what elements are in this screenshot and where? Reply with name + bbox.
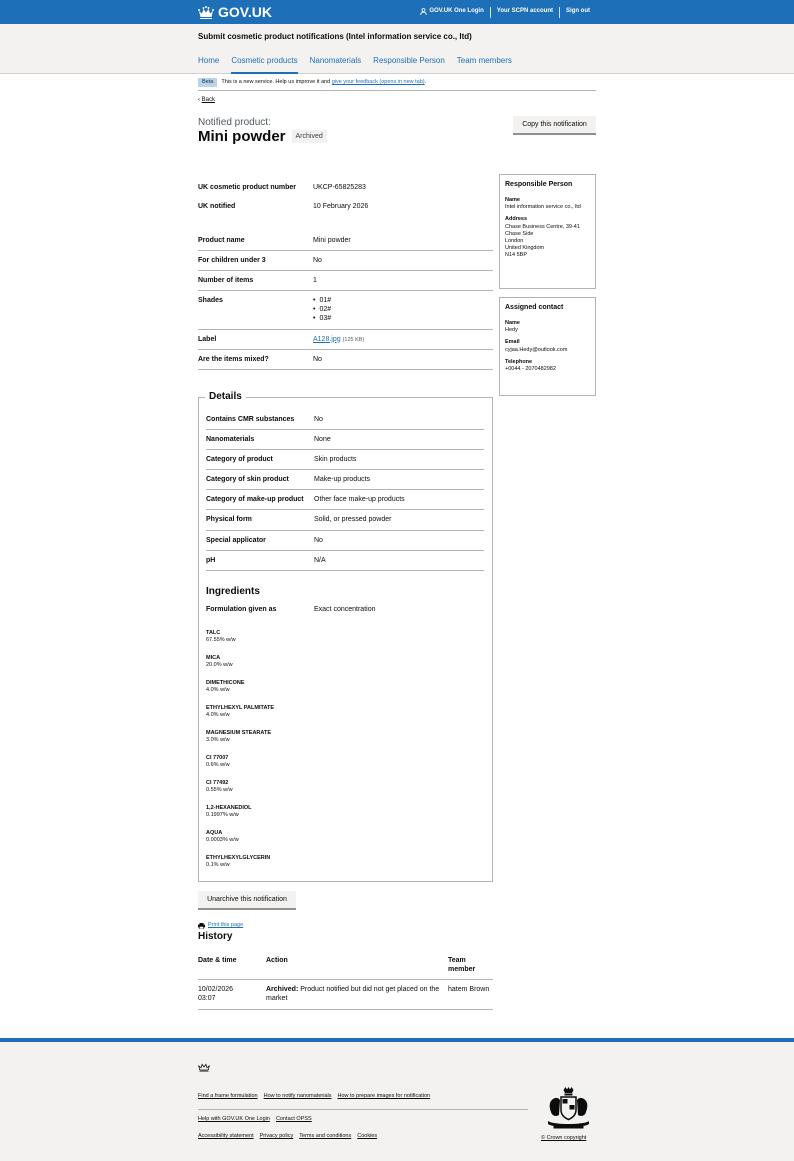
card-label: Telephone [505,358,533,365]
history-table [198,953,493,1010]
printer-icon [198,923,205,929]
logo-text: GOV.UK [218,3,272,20]
history-member: hatem Brown [448,980,493,1010]
ingredient-item [206,830,484,855]
ingredient-item [206,730,484,755]
page-title [198,127,327,147]
details-value: N/A [314,550,484,570]
formulation-row [206,605,375,614]
summary-value: 10 February 2026 [313,203,369,211]
summary-key: Are the items mixed? [198,349,313,369]
footer-link[interactable]: How to notify nanomaterials [263,1093,332,1099]
service-navigation [0,24,794,74]
card-value: cyjaa.Hedy@outlook.com [505,346,568,353]
summary-value: No [313,349,493,369]
footer-link[interactable]: Privacy policy [259,1133,294,1139]
footer-links-help [198,1116,312,1123]
details-key: Physical form [206,510,314,530]
nav-home[interactable]: Home [198,56,220,65]
ingredient-name: CI 77007 [206,755,229,761]
address-line: United Kingdom [505,244,545,251]
card-value: +0044 - 2070482982 [505,365,556,372]
summary-value: UKCP-65825283 [313,184,366,191]
sign-out-link[interactable]: Sign out [566,8,590,15]
details-key: Nanomaterials [206,430,314,450]
govuk-header [0,0,794,24]
label-file-link[interactable]: A128.jpg [313,335,341,343]
one-login-link[interactable]: GOV.UK One Login [414,8,489,16]
shades-list [313,291,493,329]
ingredient-concentration: 0.6% w/w [206,762,230,769]
product-summary [198,231,493,370]
card-value: Hedy [505,327,518,334]
govuk-logo[interactable] [198,3,272,21]
royal-coat-of-arms-icon [541,1086,596,1132]
ingredient-item [206,805,484,830]
summary-row [198,178,493,197]
details-row [206,450,484,470]
header-separator [490,7,491,18]
details-row [206,430,484,450]
nav-responsible-person[interactable]: Responsible Person [373,56,445,65]
summary-key: Product name [198,231,313,251]
nav-team-members[interactable]: Team members [456,56,512,65]
details-value: No [314,530,484,550]
page-caption: Notified product: [198,117,271,128]
summary-key: UK notified [198,203,236,211]
details-key: Special applicator [206,530,314,550]
details-title: Details [205,390,246,403]
summary-row [198,231,493,251]
ingredient-concentration: 4.0% w/w [206,687,230,694]
footer-divider [198,1109,528,1110]
ingredients-list [206,630,484,880]
ingredient-name: 1,2-HEXANEDIOL [206,805,252,811]
summary-row [198,271,493,291]
card-title: Responsible Person [505,181,573,188]
ingredient-name: MICA [206,655,221,661]
details-value: Make-up products [314,470,484,490]
details-value: No [314,410,484,430]
ingredient-item [206,855,484,880]
details-row [206,470,484,490]
details-key: pH [206,550,314,570]
history-date [198,980,266,1010]
summary-row [198,251,493,271]
ingredient-name: CI 77492 [206,780,229,786]
history-time-value: 03:07 [198,995,216,1003]
card-label: Name [505,197,520,204]
card-title: Assigned contact [505,304,564,311]
details-row [206,490,484,510]
ingredients-title: Ingredients [206,586,260,597]
details-row [206,410,484,430]
back-link[interactable]: ‹ Back [198,97,216,103]
history-header-row [198,953,493,980]
details-value: Solid, or pressed powder [314,510,484,530]
footer-link[interactable]: Find a frame formulation [198,1093,258,1099]
ingredient-concentration: 3.0% w/w [206,737,230,744]
ingredient-item [206,780,484,805]
shade-item: • 03# [313,314,493,323]
status-badge: Archived [292,130,327,143]
ingredient-concentration: 0.55% w/w [206,787,233,794]
history-header: Action [266,953,448,980]
history-action [266,980,448,1010]
summary-row [198,349,493,369]
details-value: None [314,430,484,450]
footer [0,1038,794,1161]
footer-link[interactable]: Help with GOV.UK One Login [198,1116,270,1122]
history-row [198,980,493,1010]
history-action-type: Archived: [266,986,299,994]
summary-row [198,197,493,216]
ingredient-item [206,655,484,680]
ingredient-concentration: 20.0% w/w [206,662,233,669]
summary-key: For children under 3 [198,251,313,271]
ingredient-name: DIMETHICONE [206,680,245,686]
history-header: Team member [448,953,493,980]
ingredient-item [206,705,484,730]
details-key: Category of make-up product [206,490,314,510]
ingredient-name: AQUA [206,830,223,836]
ingredient-name: ETHYLHEXYLGLYCERIN [206,855,271,861]
details-key: Category of product [206,450,314,470]
phase-banner [198,78,596,91]
details-row [206,510,484,530]
unarchive-button[interactable]: Unarchive this notification [198,891,296,908]
user-icon [420,8,427,15]
details-key: Category of skin product [206,470,314,490]
address-line: Chase Side [505,230,534,237]
notification-summary [198,178,493,216]
file-size: (125 KB) [342,336,365,343]
crown-copyright-link[interactable] [541,1135,586,1142]
service-name[interactable]: Submit cosmetic product notifications (Intel information service co., ltd) [198,32,472,41]
address-line: London [505,237,524,244]
ingredient-name: MAGNESIUM STEARATE [206,730,271,736]
history-action-text: Product notified but did not get placed on the market [266,986,440,1003]
ingredient-name: ETHYLHEXYL PALMITATE [206,705,275,711]
crown-icon [198,1062,210,1072]
address-line: N14 5BP [505,252,528,259]
details-key: Contains CMR substances [206,410,314,430]
copyright-text[interactable]: © Crown copyright [541,1135,587,1141]
shade-item: • 02# [313,305,493,314]
ingredient-concentration: 67.55% w/w [206,637,236,644]
nav-nanomaterials[interactable]: Nanomaterials [309,56,362,65]
ingredient-concentration: 4.0% w/w [206,712,230,719]
print-link[interactable] [198,922,243,929]
beta-tag: Beta [198,78,217,87]
formulation-value: Exact concentration [314,606,376,613]
card-label: Address [505,216,528,223]
assigned-contact-card [499,297,596,396]
history-title: History [198,931,233,942]
summary-row [198,329,493,349]
summary-value: 1 [313,271,493,291]
summary-value [313,329,493,349]
details-value: Skin products [314,450,484,470]
crown-icon [198,6,214,19]
ingredient-item [206,630,484,655]
footer-link[interactable]: Contact OPSS [275,1116,312,1122]
footer-link[interactable]: Cookies [357,1133,378,1139]
beta-text: This is a new service. Help us improve it and [221,79,331,85]
print-label[interactable]: Print this page [208,922,244,928]
history-header: Date & time [198,953,266,980]
header-separator [559,7,560,18]
feedback-link[interactable]: give your feedback (opens in new tab) [331,79,425,85]
summary-value: No [313,251,493,271]
nav-cosmetic-products[interactable]: Cosmetic products [231,56,297,74]
ingredient-concentration: 0.1997% w/w [206,812,239,819]
footer-link[interactable]: Accessibility statement [198,1133,254,1139]
address-line: Chase Business Centre, 39-41 [505,223,580,230]
product-title: Mini powder [198,128,286,145]
details-value: Other face make-up products [314,490,484,510]
ingredient-item [206,755,484,780]
summary-key: Shades [198,291,313,329]
details-row [206,530,484,550]
card-value: Intel information service co., ltd [505,204,581,211]
summary-key: UK cosmetic product number [198,184,297,191]
history-date-value: 10/02/2026 [198,986,234,994]
footer-links-primary [198,1093,430,1100]
beta-end: . [424,79,427,85]
responsible-person-card [499,174,596,289]
card-label: Email [505,339,520,346]
summary-key: Label [198,329,313,349]
shade-item: • 01# [313,296,493,305]
summary-key: Number of items [198,271,313,291]
summary-row [198,291,493,329]
back-label: Back [201,97,216,103]
footer-links-meta [198,1133,377,1140]
ingredient-concentration: 0.1% w/w [206,862,230,869]
details-row [206,550,484,570]
ingredient-name: TALC [206,630,221,636]
ingredient-concentration: 0.0003% w/w [206,837,239,844]
account-link[interactable]: Your SCPN account [496,8,553,15]
copy-notification-button[interactable]: Copy this notification [513,116,596,133]
details-table [206,410,484,571]
formulation-key: Formulation given as [206,606,277,613]
ingredient-item [206,680,484,705]
card-label: Name [505,320,520,327]
nav-tabs [198,56,512,74]
summary-value: Mini powder [313,231,493,251]
footer-link[interactable]: How to prepare images for notification [337,1093,431,1099]
footer-link[interactable]: Terms and conditions [299,1133,352,1139]
